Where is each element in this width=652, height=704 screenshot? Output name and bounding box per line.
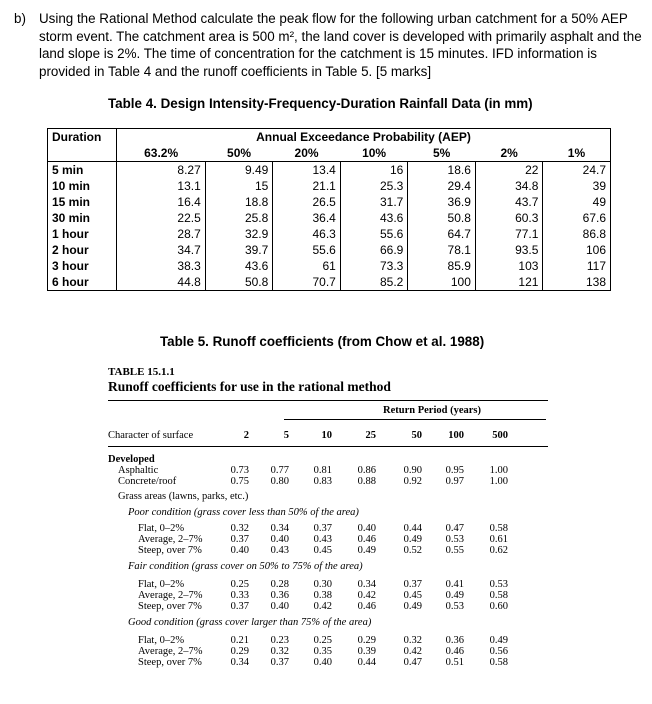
aep-column-header: 1% [543,145,611,162]
rainfall-depth-cell: 36.9 [408,194,476,210]
surface-header: Character of surface [108,430,194,441]
runoff-coefficients-scan [108,366,548,696]
coefficient-cell: 0.35 [313,646,332,657]
return-period-header-cell: 25 [365,430,376,441]
coefficient-cell: 0.86 [357,465,376,476]
duration-cell: 10 min [48,178,117,194]
coefficient-cell: 0.53 [445,601,464,612]
coefficient-cell: 0.33 [230,590,249,601]
rainfall-depth-cell: 55.6 [273,242,341,258]
coefficient-cell: 0.44 [357,657,376,668]
coefficient-cell: 1.00 [489,465,508,476]
coefficient-cell: 0.49 [357,545,376,556]
coefficient-cell: 0.42 [403,646,422,657]
header-rule [108,446,548,447]
question-block [14,10,644,80]
rainfall-depth-cell: 100 [408,274,476,291]
rainfall-depth-cell: 39.7 [205,242,273,258]
coefficient-cell: 0.42 [313,601,332,612]
coefficient-cell: 0.37 [403,579,422,590]
coefficient-cell: 0.49 [403,601,422,612]
coefficient-cell: 0.46 [445,646,464,657]
coefficient-cell: 0.30 [313,579,332,590]
poor-condition-heading: Poor condition (grass cover less than 50% of the area) [128,507,359,518]
rainfall-depth-cell: 38.3 [117,258,206,274]
rainfall-depth-cell: 46.3 [273,226,341,242]
coefficient-cell: 0.49 [445,590,464,601]
rainfall-depth-cell: 15 [205,178,273,194]
aep-column-header: 5% [408,145,476,162]
rainfall-depth-cell: 106 [543,242,611,258]
coefficient-cell: 0.40 [230,545,249,556]
coefficient-cell: 0.49 [489,635,508,646]
surface-label: Average, 2–7% [138,534,203,545]
rainfall-depth-cell: 43.7 [475,194,543,210]
rainfall-depth-cell: 13.1 [117,178,206,194]
return-period-rule [284,419,546,420]
rainfall-depth-cell: 21.1 [273,178,341,194]
aep-column-header: 20% [273,145,341,162]
top-rule [108,400,548,401]
rainfall-depth-cell: 18.6 [408,162,476,179]
coefficient-cell: 0.62 [489,545,508,556]
coefficient-cell: 0.29 [230,646,249,657]
rainfall-depth-cell: 78.1 [408,242,476,258]
coefficient-cell: 0.32 [270,646,289,657]
coefficient-cell: 0.45 [403,590,422,601]
ifd-row [48,194,611,210]
surface-label: Steep, over 7% [138,545,202,556]
coefficient-cell: 0.34 [230,657,249,668]
coefficient-cell: 0.40 [313,657,332,668]
rainfall-depth-cell: 64.7 [408,226,476,242]
table4-title: Table 4. Design Intensity-Frequency-Duration Rainfall Data (in mm) [108,96,533,111]
coefficient-cell: 0.73 [230,465,249,476]
ifd-row [48,210,611,226]
ifd-row [48,178,611,194]
rainfall-depth-cell: 85.2 [340,274,408,291]
coefficient-cell: 0.34 [270,523,289,534]
rainfall-depth-cell: 50.8 [408,210,476,226]
rainfall-depth-cell: 36.4 [273,210,341,226]
return-period-header-cell: 10 [321,430,332,441]
coefficient-cell: 0.77 [270,465,289,476]
return-period-header-cell: 50 [411,430,422,441]
coefficient-cell: 0.80 [270,476,289,487]
coefficient-cell: 0.44 [403,523,422,534]
rainfall-depth-cell: 16 [340,162,408,179]
rainfall-depth-cell: 117 [543,258,611,274]
coefficient-cell: 0.43 [313,534,332,545]
rainfall-depth-cell: 9.49 [205,162,273,179]
duration-header-blank [48,145,117,162]
rainfall-depth-cell: 18.8 [205,194,273,210]
rainfall-depth-cell: 34.7 [117,242,206,258]
surface-label: Steep, over 7% [138,657,202,668]
aep-columns-row [48,145,611,162]
surface-label: Average, 2–7% [138,590,203,601]
rainfall-depth-cell: 67.6 [543,210,611,226]
aep-column-header: 63.2% [117,145,206,162]
rainfall-depth-cell: 29.4 [408,178,476,194]
ifd-row [48,274,611,291]
coefficient-cell: 0.40 [270,534,289,545]
question-text: Using the Rational Method calculate the peak flow for the following urban catchment for a 50% AEP storm event. The catchment area is 500 m², the land cover is developed with primarily asphalt and the land slope is 2%. The time of concentration for the catchment is 15 minutes. IFD information is provided in Table 4 and the runoff coefficients in Table 5. [5 marks] [39,11,642,79]
question-label: b) [14,11,26,26]
rainfall-depth-cell: 49 [543,194,611,210]
aep-column-header: 50% [205,145,273,162]
return-period-header-cell: 5 [283,430,289,441]
rainfall-depth-cell: 55.6 [340,226,408,242]
coefficient-cell: 0.75 [230,476,249,487]
coefficient-cell: 1.00 [489,476,508,487]
rainfall-depth-cell: 60.3 [475,210,543,226]
inner-table-number: TABLE 15.1.1 [108,366,175,378]
rainfall-depth-cell: 22 [475,162,543,179]
rainfall-depth-cell: 85.9 [408,258,476,274]
coefficient-cell: 0.46 [357,601,376,612]
duration-header: Duration [48,129,117,146]
rainfall-depth-cell: 44.8 [117,274,206,291]
duration-cell: 1 hour [48,226,117,242]
surface-label: Flat, 0–2% [138,523,185,534]
ifd-row [48,162,611,179]
ifd-body [48,162,611,291]
coefficient-cell: 0.37 [230,601,249,612]
coefficient-cell: 0.58 [489,523,508,534]
surface-label: Concrete/roof [118,476,177,487]
coefficient-cell: 0.47 [445,523,464,534]
coefficient-cell: 0.56 [489,646,508,657]
coefficient-cell: 0.42 [357,590,376,601]
rainfall-depth-cell: 43.6 [205,258,273,274]
aep-header: Annual Exceedance Probability (AEP) [117,129,611,146]
coefficient-cell: 0.55 [445,545,464,556]
fair-condition-heading: Fair condition (grass cover on 50% to 75% of the area) [128,561,363,572]
rainfall-depth-cell: 25.3 [340,178,408,194]
return-period-header-cell: 500 [492,430,508,441]
coefficient-cell: 0.36 [445,635,464,646]
coefficient-cell: 0.81 [313,465,332,476]
coefficient-cell: 0.39 [357,646,376,657]
duration-cell: 30 min [48,210,117,226]
rainfall-depth-cell: 24.7 [543,162,611,179]
duration-cell: 5 min [48,162,117,179]
coefficient-cell: 0.52 [403,545,422,556]
rainfall-depth-cell: 66.9 [340,242,408,258]
rainfall-depth-cell: 73.3 [340,258,408,274]
coefficient-cell: 0.32 [230,523,249,534]
coefficient-cell: 0.92 [403,476,422,487]
rainfall-depth-cell: 39 [543,178,611,194]
coefficient-cell: 0.88 [357,476,376,487]
coefficient-cell: 0.47 [403,657,422,668]
coefficient-cell: 0.37 [270,657,289,668]
coefficient-cell: 0.53 [445,534,464,545]
rainfall-depth-cell: 43.6 [340,210,408,226]
aep-column-header: 10% [340,145,408,162]
grass-heading: Grass areas (lawns, parks, etc.) [118,491,249,502]
coefficient-cell: 0.45 [313,545,332,556]
coefficient-cell: 0.40 [357,523,376,534]
surface-label: Steep, over 7% [138,601,202,612]
duration-cell: 3 hour [48,258,117,274]
rainfall-depth-cell: 22.5 [117,210,206,226]
ifd-row [48,226,611,242]
coefficient-cell: 0.25 [230,579,249,590]
rainfall-depth-cell: 77.1 [475,226,543,242]
rainfall-depth-cell: 70.7 [273,274,341,291]
coefficient-cell: 0.58 [489,590,508,601]
coefficient-cell: 0.34 [357,579,376,590]
ifd-row [48,258,611,274]
coefficient-cell: 0.37 [230,534,249,545]
surface-label: Asphaltic [118,465,159,476]
coefficient-cell: 0.49 [403,534,422,545]
rainfall-depth-cell: 32.9 [205,226,273,242]
table5-title: Table 5. Runoff coefficients (from Chow et al. 1988) [160,334,485,349]
coefficient-cell: 0.40 [270,601,289,612]
coefficient-cell: 0.90 [403,465,422,476]
surface-label: Flat, 0–2% [138,579,185,590]
rainfall-depth-cell: 103 [475,258,543,274]
duration-cell: 15 min [48,194,117,210]
good-condition-heading: Good condition (grass cover larger than 75% of the area) [128,617,372,628]
inner-table-title: Runoff coefficients for use in the rational method [108,379,391,394]
rainfall-depth-cell: 25.8 [205,210,273,226]
developed-heading: Developed [108,454,155,465]
coefficient-cell: 0.61 [489,534,508,545]
rainfall-depth-cell: 61 [273,258,341,274]
rainfall-depth-cell: 121 [475,274,543,291]
coefficient-cell: 0.21 [230,635,249,646]
rainfall-depth-cell: 28.7 [117,226,206,242]
rainfall-depth-cell: 86.8 [543,226,611,242]
ifd-row [48,242,611,258]
coefficient-cell: 0.38 [313,590,332,601]
coefficient-cell: 0.28 [270,579,289,590]
coefficient-cell: 0.97 [445,476,464,487]
coefficient-cell: 0.25 [313,635,332,646]
return-period-header-cell: 2 [243,430,249,441]
ifd-header-row [48,129,611,146]
coefficient-cell: 0.29 [357,635,376,646]
coefficient-cell: 0.60 [489,601,508,612]
rainfall-depth-cell: 50.8 [205,274,273,291]
coefficient-cell: 0.58 [489,657,508,668]
period-row [108,430,548,441]
rainfall-depth-cell: 31.7 [340,194,408,210]
coefficient-cell: 0.41 [445,579,464,590]
coefficient-cell: 0.37 [313,523,332,534]
rainfall-depth-cell: 8.27 [117,162,206,179]
rainfall-depth-cell: 13.4 [273,162,341,179]
coefficient-cell: 0.46 [357,534,376,545]
rainfall-depth-cell: 34.8 [475,178,543,194]
coefficient-cell: 0.23 [270,635,289,646]
rainfall-depth-cell: 26.5 [273,194,341,210]
return-period-header-cell: 100 [448,430,464,441]
ifd-table [47,128,611,291]
rainfall-depth-cell: 93.5 [475,242,543,258]
coefficient-cell: 0.83 [313,476,332,487]
coefficient-cell: 0.95 [445,465,464,476]
surface-label: Average, 2–7% [138,646,203,657]
coefficient-cell: 0.51 [445,657,464,668]
surface-label: Flat, 0–2% [138,635,185,646]
duration-cell: 2 hour [48,242,117,258]
aep-column-header: 2% [475,145,543,162]
coefficient-cell: 0.32 [403,635,422,646]
coefficient-cell: 0.53 [489,579,508,590]
rainfall-depth-cell: 138 [543,274,611,291]
return-period-header: Return Period (years) [383,405,481,416]
coefficient-cell: 0.36 [270,590,289,601]
duration-cell: 6 hour [48,274,117,291]
rainfall-depth-cell: 16.4 [117,194,206,210]
coefficient-cell: 0.43 [270,545,289,556]
